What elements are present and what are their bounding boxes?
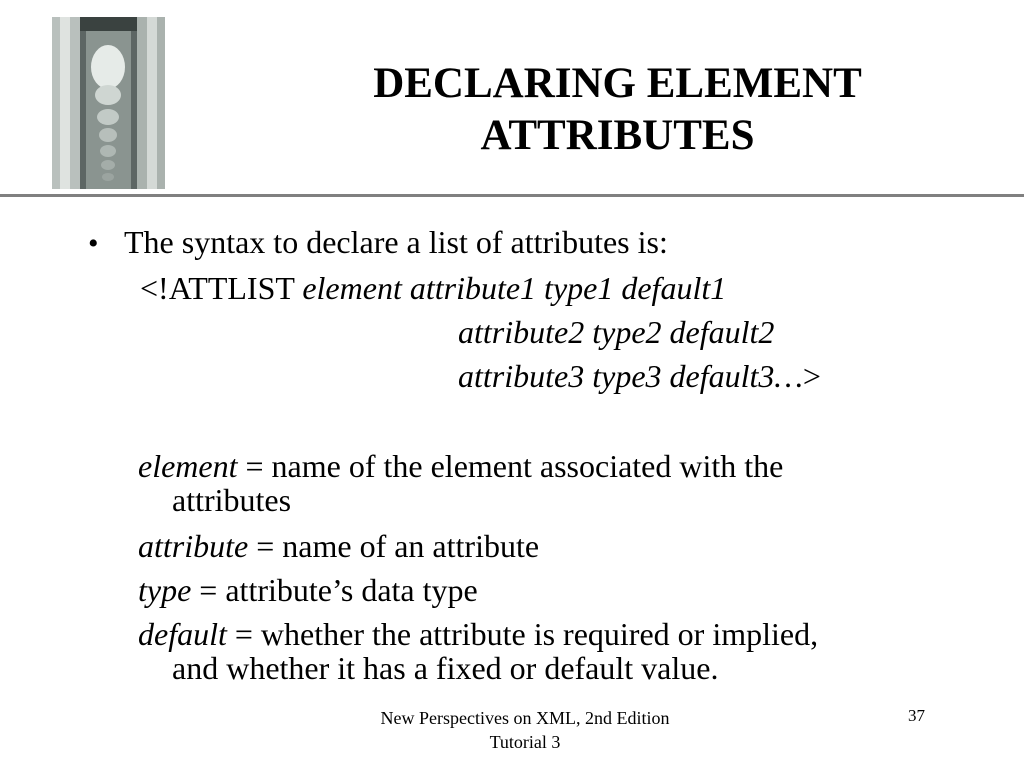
definition-attribute xyxy=(138,526,539,566)
bullet-marker: • xyxy=(88,227,99,260)
definition-text: = attribute’s data type xyxy=(191,572,478,608)
definition-text: = name of an attribute xyxy=(248,528,540,564)
bridge-photo xyxy=(52,17,165,189)
attlist-keyword: <!ATTLIST xyxy=(140,270,303,306)
definition-default-cont: and whether it has a fixed or default value. xyxy=(172,650,719,686)
footer-book-title: New Perspectives on XML, 2nd Edition xyxy=(380,708,670,728)
definition-text: = whether the attribute is required or implied, xyxy=(226,616,819,652)
syntax-close: > xyxy=(802,358,821,394)
title-line-1: DECLARING ELEMENT xyxy=(373,60,862,107)
definition-term: type xyxy=(138,572,192,608)
slide-title xyxy=(330,58,905,162)
definition-type xyxy=(138,570,478,610)
intro-text: The syntax to declare a list of attributes is: xyxy=(124,224,668,260)
definition-term: attribute xyxy=(138,528,249,564)
title-divider xyxy=(0,194,1024,197)
syntax-params-1: element attribute1 type1 default1 xyxy=(302,270,727,306)
footer xyxy=(330,706,720,754)
definition-text: = name of the element associated with the xyxy=(237,448,784,484)
definition-element-cont: attributes xyxy=(172,482,292,518)
definition-term: element xyxy=(138,448,238,484)
footer-tutorial: Tutorial 3 xyxy=(489,732,561,752)
syntax-params-3: attribute3 type3 default3… xyxy=(458,358,803,394)
syntax-params-2: attribute2 type2 default2 xyxy=(458,314,775,350)
title-line-2: ATTRIBUTES xyxy=(480,112,755,159)
page-number: 37 xyxy=(908,706,925,725)
syntax-line-1 xyxy=(140,268,726,308)
syntax-line-2 xyxy=(458,312,774,352)
definition-term: default xyxy=(138,616,227,652)
syntax-line-3 xyxy=(458,356,821,396)
